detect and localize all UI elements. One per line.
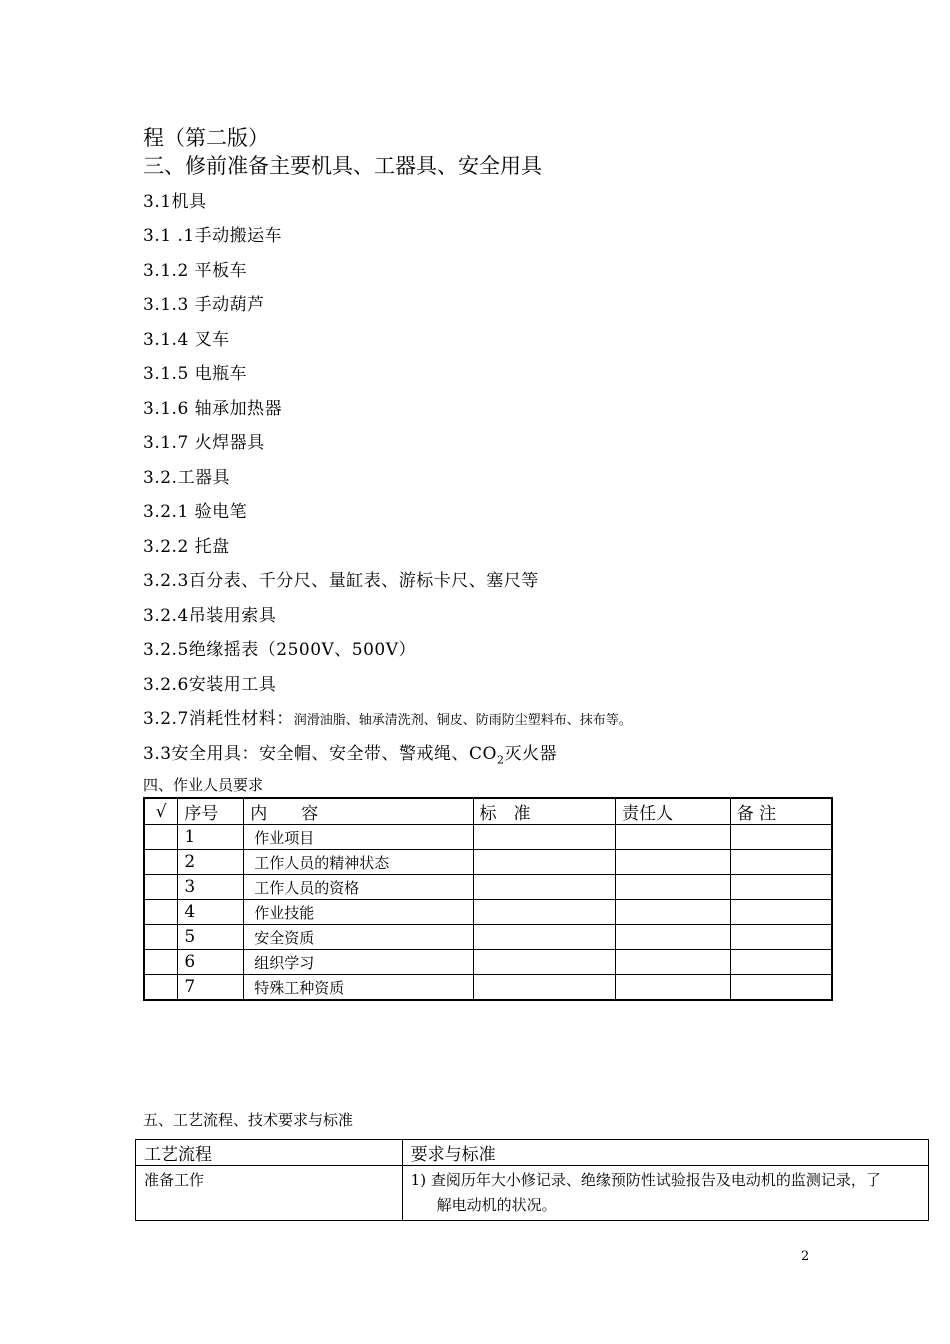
table-row — [136, 1166, 929, 1221]
check-cell[interactable] — [144, 875, 178, 900]
header-requirements: 要求与标准 — [402, 1140, 928, 1166]
table-header-row — [144, 798, 832, 825]
check-cell[interactable] — [144, 825, 178, 850]
list-item: 3.2.4吊装用索具 — [143, 606, 277, 626]
responsible-cell[interactable] — [616, 825, 731, 850]
remarks-cell[interactable] — [730, 950, 832, 975]
header-remarks: 备 注 — [730, 798, 832, 825]
table-row — [144, 850, 832, 875]
header-number: 序号 — [178, 798, 244, 825]
responsible-cell[interactable] — [616, 925, 731, 950]
standard-cell[interactable] — [473, 825, 616, 850]
standard-cell[interactable] — [473, 900, 616, 925]
section5-title: 五、工艺流程、技术要求与标准 — [143, 1111, 354, 1129]
list-item: 3.1 .1手动搬运车 — [143, 226, 283, 246]
remarks-cell[interactable] — [730, 850, 832, 875]
header-standard: 标 准 — [473, 798, 616, 825]
standard-cell[interactable] — [473, 875, 616, 900]
remarks-cell[interactable] — [730, 900, 832, 925]
check-cell[interactable] — [144, 925, 178, 950]
row-number: 4 — [178, 900, 244, 925]
row-content: 工作人员的精神状态 — [244, 850, 473, 875]
consumables-label: 3.2.7消耗性材料： — [143, 709, 294, 729]
check-cell[interactable] — [144, 900, 178, 925]
consumables-line — [143, 704, 632, 729]
header-check: √ — [144, 798, 178, 825]
row-number: 2 — [178, 850, 244, 875]
responsible-cell[interactable] — [616, 950, 731, 975]
standard-cell[interactable] — [473, 975, 616, 1001]
remarks-cell[interactable] — [730, 975, 832, 1001]
page-number: 2 — [801, 1249, 810, 1264]
header-process: 工艺流程 — [136, 1140, 403, 1166]
process-step: 准备工作 — [136, 1166, 403, 1221]
row-number: 1 — [178, 825, 244, 850]
remarks-cell[interactable] — [730, 875, 832, 900]
heading-continuation: 程（第二版） — [143, 126, 269, 150]
row-number: 5 — [178, 925, 244, 950]
standard-cell[interactable] — [473, 925, 616, 950]
row-number: 7 — [178, 975, 244, 1001]
responsible-cell[interactable] — [616, 900, 731, 925]
section4-title: 四、作业人员要求 — [143, 776, 264, 794]
safety-suffix: 灭火器 — [504, 744, 557, 764]
responsible-cell[interactable] — [616, 975, 731, 1001]
list-item: 3.2.1 验电笔 — [143, 502, 248, 522]
check-cell[interactable] — [144, 975, 178, 1001]
list-item: 3.2.6安装用工具 — [143, 675, 277, 695]
section3-title: 三、修前准备主要机具、工器具、安全用具 — [143, 154, 542, 178]
table-header-row — [136, 1140, 929, 1166]
requirement-line: 1) 查阅历年大小修记录、绝缘预防性试验报告及电动机的监测记录，了 — [410, 1171, 881, 1189]
remarks-cell[interactable] — [730, 925, 832, 950]
list-item: 3.2.3百分表、千分尺、量缸表、游标卡尺、塞尺等 — [143, 571, 539, 591]
requirement-cell — [402, 1166, 928, 1221]
row-content: 安全资质 — [244, 925, 473, 950]
list-item: 3.2.工器具 — [143, 468, 230, 488]
check-cell[interactable] — [144, 950, 178, 975]
row-number: 3 — [178, 875, 244, 900]
remarks-cell[interactable] — [730, 825, 832, 850]
list-item: 3.2.2 托盘 — [143, 537, 230, 557]
table-row — [144, 825, 832, 850]
list-item: 3.1.2 平板车 — [143, 261, 248, 281]
safety-line — [143, 739, 557, 766]
list-item: 3.1.3 手动葫芦 — [143, 295, 265, 315]
check-cell[interactable] — [144, 850, 178, 875]
row-content: 工作人员的资格 — [244, 875, 473, 900]
requirement-line: 解电动机的状况。 — [436, 1196, 557, 1214]
list-item: 3.1机具 — [143, 192, 207, 212]
process-standards-table — [135, 1139, 929, 1221]
header-responsible: 责任人 — [616, 798, 731, 825]
header-content: 内 容 — [244, 798, 473, 825]
standard-cell[interactable] — [473, 850, 616, 875]
list-item: 3.1.7 火焊器具 — [143, 433, 265, 453]
co2-subscript: 2 — [496, 753, 505, 767]
responsible-cell[interactable] — [616, 850, 731, 875]
list-item: 3.1.6 轴承加热器 — [143, 399, 283, 419]
row-content: 作业技能 — [244, 900, 473, 925]
personnel-requirements-table — [143, 797, 833, 1001]
row-content: 特殊工种资质 — [244, 975, 473, 1001]
safety-prefix: 3.3安全用具：安全帽、安全带、警戒绳、CO — [143, 744, 497, 764]
row-content: 作业项目 — [244, 825, 473, 850]
table-row — [144, 875, 832, 900]
standard-cell[interactable] — [473, 950, 616, 975]
consumables-text: 润滑油脂、轴承清洗剂、铜皮、防雨防尘塑料布、抹布等。 — [293, 713, 632, 728]
row-content: 组织学习 — [244, 950, 473, 975]
table-row — [144, 900, 832, 925]
list-item: 3.2.5绝缘摇表（2500V、500V） — [143, 640, 417, 660]
table-row — [144, 925, 832, 950]
list-item: 3.1.5 电瓶车 — [143, 364, 248, 384]
table-row — [144, 950, 832, 975]
table-row — [144, 975, 832, 1001]
list-item: 3.1.4 叉车 — [143, 330, 230, 350]
row-number: 6 — [178, 950, 244, 975]
responsible-cell[interactable] — [616, 875, 731, 900]
